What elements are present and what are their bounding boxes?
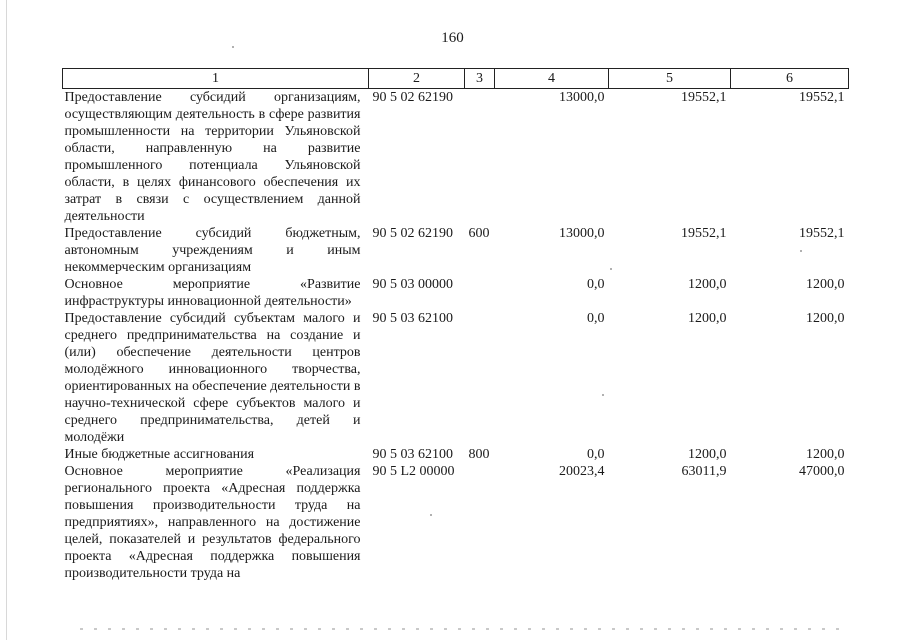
column-header-5: 5 <box>609 69 731 89</box>
row-value-col6: 19552,1 <box>799 90 845 105</box>
scan-speck <box>610 268 612 270</box>
row-value-col5: 19552,1 <box>681 90 727 105</box>
row-target-code: 90 5 03 00000 <box>372 277 453 292</box>
row-value-col4: 0,0 <box>587 447 605 462</box>
scan-speck <box>232 46 234 48</box>
row-value-col4: 0,0 <box>587 277 605 292</box>
row-description: Предоставление субсидий субъектам малого и среднего предпринимательства на создание и (или) обеспечение деятельности центров молодёжного инновационного творчества, ориентированных на обеспечение деятельности в научно-технической сфере субъектов малого и среднего предпринимательства, детей и молодёжи <box>64 311 361 445</box>
column-header-2: 2 <box>369 69 465 89</box>
row-value-col6: 1200,0 <box>806 311 845 326</box>
row-expense-type <box>465 276 495 310</box>
row-target-code: 90 5 02 62190 <box>372 90 453 105</box>
table-row <box>63 463 849 582</box>
page-number: 160 <box>441 30 464 46</box>
row-description: Предоставление субсидий организациям, осуществляющим деятельность в сфере развития промышленности на территории Ульяновской области, направленную на развитие промышленного потенциала Ульяновской области, в целях финансового обеспечения их затрат в связи с осуществлением данной деятельности <box>64 90 361 224</box>
row-value-col4: 0,0 <box>587 311 605 326</box>
table-row <box>63 225 849 276</box>
row-value-col5: 19552,1 <box>681 226 727 241</box>
row-value-col6: 19552,1 <box>799 226 845 241</box>
row-value-col5: 1200,0 <box>688 277 727 292</box>
table-row <box>63 276 849 310</box>
scan-speck <box>430 514 432 516</box>
budget-table <box>62 68 849 582</box>
row-description: Иные бюджетные ассигнования <box>64 447 255 462</box>
table-row <box>63 446 849 463</box>
row-value-col4: 13000,0 <box>559 90 605 105</box>
scan-left-edge <box>6 0 7 640</box>
table-row <box>63 89 849 226</box>
row-target-code: 90 5 02 62190 <box>372 226 453 241</box>
row-description: Предоставление субсидий бюджетным, автономным учреждениям и иным некоммерческим организациям <box>64 226 361 275</box>
row-expense-type <box>465 463 495 582</box>
row-value-col5: 63011,9 <box>681 464 727 479</box>
row-value-col6: 47000,0 <box>799 464 845 479</box>
row-description: Основное мероприятие «Реализация регионального проекта «Адресная поддержка повышения производительности труда на предприятиях», направленного на достижение целей, показателей и результатов федерального проекта «Адресная поддержка повышения производительности труда на <box>64 464 361 581</box>
row-value-col4: 20023,4 <box>559 464 605 479</box>
row-value-col6: 1200,0 <box>806 277 845 292</box>
row-value-col5: 1200,0 <box>688 311 727 326</box>
column-header-6: 6 <box>731 69 849 89</box>
row-target-code: 90 5 L2 00000 <box>372 464 455 479</box>
column-header-3: 3 <box>465 69 495 89</box>
row-target-code: 90 5 03 62100 <box>372 447 453 462</box>
table-row <box>63 310 849 446</box>
column-header-1: 1 <box>63 69 369 89</box>
scan-speck <box>800 250 802 252</box>
row-value-col5: 1200,0 <box>688 447 727 462</box>
row-value-col4: 13000,0 <box>559 226 605 241</box>
row-description: Основное мероприятие «Развитие инфраструктуры инновационной деятельности» <box>64 277 361 309</box>
row-expense-type: 800 <box>468 447 490 462</box>
column-header-4: 4 <box>495 69 609 89</box>
scan-speck <box>602 394 604 396</box>
row-expense-type <box>465 89 495 226</box>
row-target-code: 90 5 03 62100 <box>372 311 453 326</box>
row-value-col6: 1200,0 <box>806 447 845 462</box>
table-header-row <box>63 69 849 89</box>
scan-bottom-noise <box>80 628 840 630</box>
row-expense-type: 600 <box>468 226 490 241</box>
row-expense-type <box>465 310 495 446</box>
